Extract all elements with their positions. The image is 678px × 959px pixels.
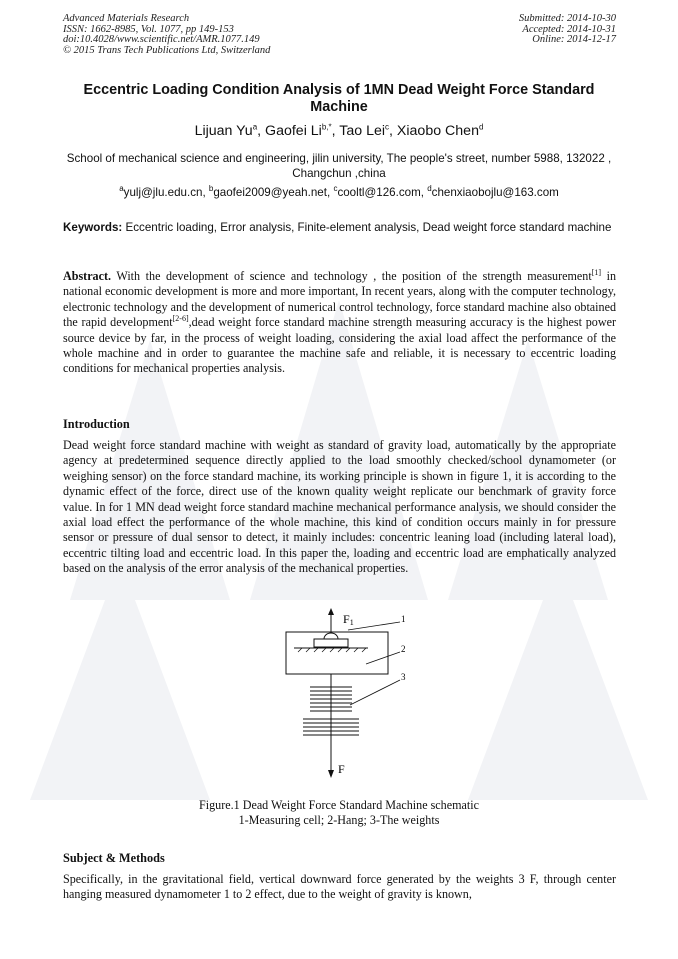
author-sup: a <box>252 122 258 132</box>
email-link[interactable]: gaofei2009@yeah.net <box>213 186 327 199</box>
arrow-head-down <box>328 770 334 778</box>
subject-methods-text: Specifically, in the gravitational field, vertical downward force generated by the weights 3 F, through center hanging measured dynamometer 1 to 2 effect, due to the weight of gravity is known, <box>63 872 616 902</box>
email-link[interactable]: chenxiaobojlu@163.com <box>431 186 559 199</box>
email-sup: c <box>333 184 338 194</box>
callout-3: 3 <box>401 672 406 682</box>
callout-1: 1 <box>401 614 406 624</box>
callout-2: 2 <box>401 644 406 654</box>
keywords-label: Keywords: <box>63 221 123 234</box>
label-f: F <box>338 762 345 776</box>
introduction-heading: Introduction <box>63 417 130 431</box>
measuring-cell-top <box>324 633 338 639</box>
author-name: Lijuan Yu <box>194 123 253 139</box>
author-name: Tao Lei <box>339 123 386 139</box>
abstract-text: ,dead weight force standard machine strength measuring accuracy is the highest power source device by far, in the process of weight loading, considering the axial load affect the performance of the whole machine and in order to guarantee the machine safe and reliable, it is necessary to eccentric loading conditions for mechanical properties analysis. <box>63 315 616 376</box>
author-name: Xiaobo Chen <box>396 123 479 139</box>
journal-info <box>63 14 270 56</box>
accepted-date: Accepted: 2014-10-31 <box>522 23 616 35</box>
figure-caption <box>60 798 618 828</box>
caption-line: Figure.1 Dead Weight Force Standard Machine schematic <box>199 798 479 812</box>
author-sup: d <box>478 122 484 132</box>
issn-line: ISSN: 1662-8985, Vol. 1077, pp 149-153 <box>63 23 234 35</box>
author-list: Lijuan Yu$^a$, Gaofei $Li^{b,*}$, Tao Lei$^c$, Xiaobo Chen$^d$ <box>194 122 484 139</box>
introduction-text: Dead weight force standard machine with weight as standard of gravity load, automatically by the appropriate agency at predetermined sequence directly applied to the load smoothly checked/school dynamometer (or weighing sensor) on the force standard machine, its working principle is shown in figure 1, it is according to the dynamic effect of the force, direct use of the known quality weight replicate our benchmark of gravity force value. In for 1 MN dead weight force standard machine mechanical performance analysis, we should consider the axial load effect the performance of the whole machine, this kind of condition occurs mainly in for pressure sensor or pressure of dual sensor to detect, it mainly includes: concentric leaning load (including lateral load), eccentric tilting load and eccentric load. In this paper the, loading and eccentric load are emphatically analyzed based on the analysis of the error analysis of the mechanical properties. <box>63 438 616 576</box>
abstract-text: With the development of science and technology , the position of the strength measurement <box>116 269 592 283</box>
label-f1: F1 <box>343 612 354 627</box>
online-date: Online: 2014-12-17 <box>532 34 616 46</box>
email-link[interactable]: cooltl@126.com <box>337 186 421 199</box>
abstract-block <box>63 269 616 377</box>
paper-title: Eccentric Loading Condition Analysis of 1MN Dead Weight Force Standard Machine <box>83 82 595 115</box>
callout-lines <box>348 622 400 705</box>
affiliation: School of mechanical science and engineering, jilin university, The people's street, number 5988, 132022 , Changchun ,china <box>66 152 612 180</box>
author-sup: b,* <box>321 122 332 132</box>
figure-1-schematic <box>270 608 420 778</box>
keywords-block <box>63 221 616 235</box>
copyright-line: © 2015 Trans Tech Publications Ltd, Switzerland <box>63 44 271 56</box>
submitted-date: Submitted: 2014-10-30 <box>518 13 616 24</box>
caption-line: 1-Measuring cell; 2-Hang; 3-The weights <box>238 813 440 827</box>
dates-info <box>519 14 616 46</box>
keywords-text: Eccentric loading, Error analysis, Finite-element analysis, Dead weight force standard machine <box>125 221 612 234</box>
measuring-cell <box>314 639 348 647</box>
email-link[interactable]: yulj@jlu.edu.cn <box>123 186 203 199</box>
citation-ref: [2-6] <box>172 314 189 324</box>
email-sup: a <box>119 184 124 194</box>
journal-name: Advanced Materials Research <box>63 13 190 24</box>
base-hatching <box>298 648 366 652</box>
citation-ref: [1] <box>591 267 602 277</box>
subject-methods-heading: Subject & Methods <box>63 851 165 865</box>
arrow-head-up <box>328 608 334 615</box>
author-name: Gaofei Li <box>265 123 322 139</box>
email-sup: b <box>208 184 214 194</box>
hang-frame <box>286 632 388 674</box>
abstract-label: Abstract. <box>63 269 112 283</box>
doi-line: doi:10.4028/www.scientific.net/AMR.1077.149 <box>63 34 260 46</box>
author-sup: c <box>385 122 390 132</box>
email-list: $^a$yulj@jlu.edu.cn, $^b$gaofei2009@yeah.net, $^c$cooltl@126.com, $^d$chenxiaobojlu@163.com <box>119 184 559 199</box>
abstract-text: in national economic development is more and more important, In recent years, along with the computer technology, electronic technology and the development of numerical control technology, force standard machine also obtained the rapid development <box>63 269 616 330</box>
email-sup: d <box>427 184 432 194</box>
